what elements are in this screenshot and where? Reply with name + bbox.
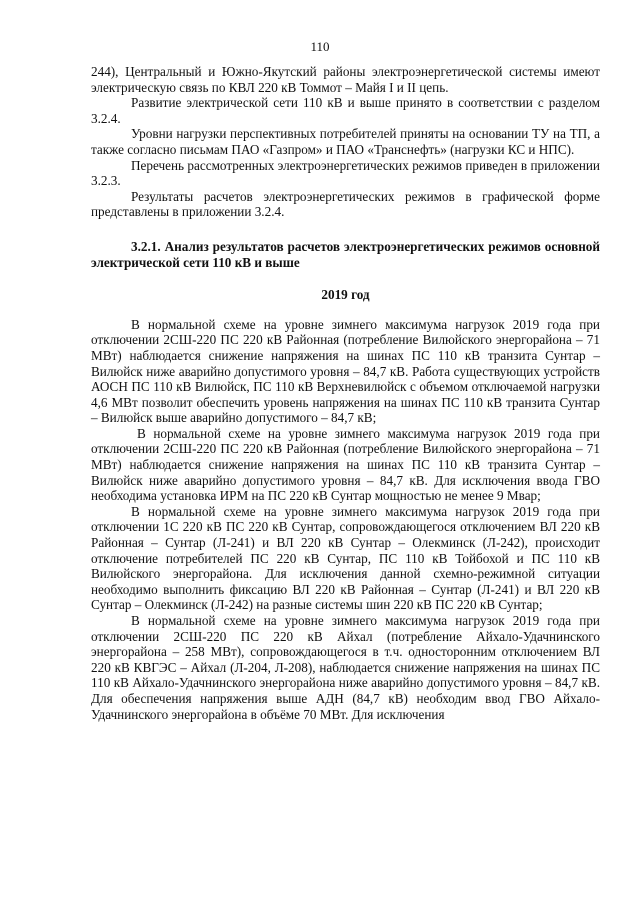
- paragraph: В нормальной схеме на уровне зимнего максимума нагрузок 2019 года при отключении 2СШ-220 ПС 220 кВ Районная (потребление Вилюйского энергорайона – 71 МВт) наблюдается снижение напряжения на шинах ПС 110 кВ транзита Сунтар – Вилюйск ниже аварийно допустимого уровня – 84,7 кВ. Для исключения ввода ГВО необходима установка ИРМ на ПС 220 кВ Сунтар мощностью не менее 9 Мвар;: [91, 425, 600, 504]
- section-heading: 3.2.1. Анализ результатов расчетов электроэнергетических режимов основной электрической сети 110 кВ и выше: [91, 238, 600, 270]
- paragraph: В нормальной схеме на уровне зимнего максимума нагрузок 2019 года при отключении 2СШ-220 ПС 220 кВ Айхал (потребление Айхало-Удачнинского энергорайона – 258 МВт), сопровождающегося в т.ч. односторонним отключением ВЛ 220 кВ КВГЭС – Айхал (Л-204, Л-208), наблюдается снижение напряжения на шинах ПС 110 кВ Айхало-Удачнинского энергорайона ниже аварийно допустимого уровня – 84,7 кВ. Для обеспечения напряжения выше АДН (84,7 кВ) необходим ввод ГВО Айхало-Удачнинского энергорайона в объёме 70 МВт. Для исключения: [91, 613, 600, 722]
- year-heading: 2019 год: [321, 287, 370, 303]
- document-body: [91, 64, 600, 722]
- paragraph: Развитие электрической сети 110 кВ и выше принято в соответствии с разделом 3.2.4.: [91, 95, 600, 126]
- paragraph-continuation: 244), Центральный и Южно-Якутский районы электроэнергетической системы имеют электрическую связь по КВЛ 220 кВ Томмот – Майя I и II цепь.: [91, 64, 600, 95]
- paragraph: Перечень рассмотренных электроэнергетических режимов приведен в приложении 3.2.3.: [91, 157, 600, 189]
- paragraph: Уровни нагрузки перспективных потребителей приняты на основании ТУ на ТП, а также согласно письмам ПАО «Газпром» и ПАО «Транснефть» (нагрузки КС и НПС).: [91, 126, 600, 157]
- paragraph: В нормальной схеме на уровне зимнего максимума нагрузок 2019 года при отключении 2СШ-220 ПС 220 кВ Районная (потребление Вилюйского энергорайона – 71 МВт) наблюдается снижение напряжения на шинах ПС 110 кВ транзита Сунтар – Вилюйск ниже аварийно допустимого уровня – 84,7 кВ. Работа существующих устройств АОСН ПС 110 кВ Вилюйск, ПС 110 кВ Верхневилюйск с объемом отключаемой нагрузки 4,6 МВт позволит обеспечить уровень напряжения на шинах ПС 110 кВ транзита Сунтар – Вилюйск выше аварийно допустимого – 84,7 кВ;: [91, 316, 600, 426]
- page-number: 110: [310, 39, 330, 54]
- paragraph: В нормальной схеме на уровне зимнего максимума нагрузок 2019 года при отключении 1С 220 кВ ПС 220 кВ Сунтар, сопровождающегося отключением ВЛ 220 кВ Районная – Сунтар (Л-241) и ВЛ 220 кВ Сунтар – Олекминск (Л-242), происходит отключение потребителей ПС 220 кВ Сунтар, ПС 110 кВ Тойбохой и ПС 110 кВ Вилюйского энергорайона. Для исключения данной схемно-режимной ситуации необходимо выполнить фиксацию ВЛ 220 кВ Районная – Сунтар (Л-241) и ВЛ 220 кВ Сунтар – Олекминск (Л-242) на разные системы шин 220 кВ ПС 220 кВ Сунтар;: [91, 503, 600, 613]
- paragraph: Результаты расчетов электроэнергетических режимов в графической форме представлены в приложении 3.2.4.: [91, 188, 600, 220]
